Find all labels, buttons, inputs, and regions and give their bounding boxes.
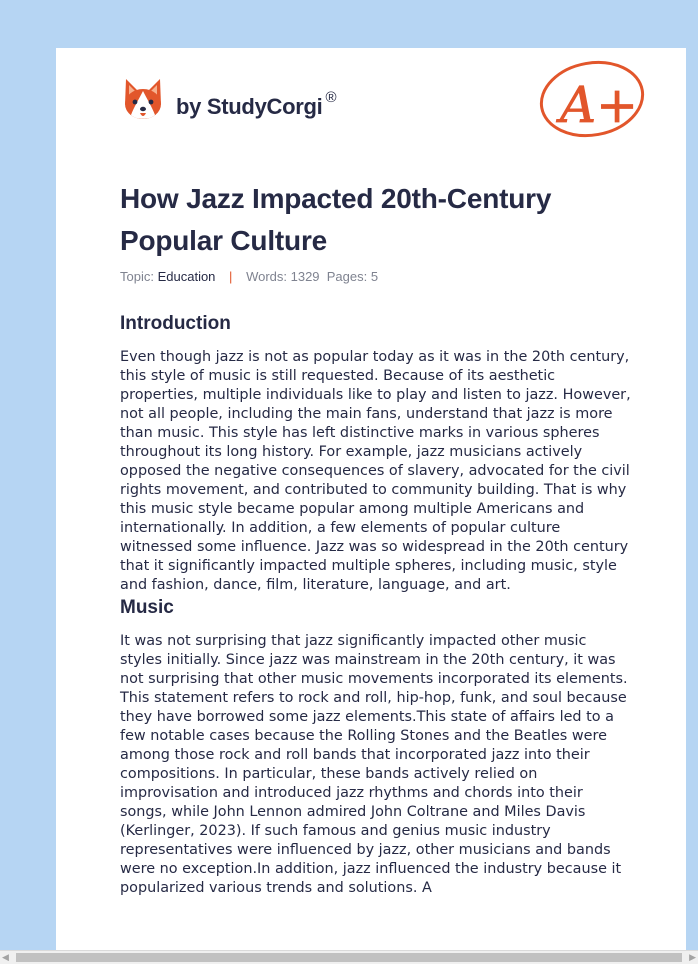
word-count: Words: 1329: [246, 269, 320, 284]
brand-name: by StudyCorgi ®: [176, 88, 337, 119]
section-heading-music: Music: [120, 597, 174, 618]
scroll-right-icon[interactable]: ▶: [689, 953, 696, 963]
studycorgi-logo[interactable]: [122, 76, 336, 124]
registered-mark: ®: [325, 88, 337, 106]
music-paragraph: It was not surprising that jazz significantly impacted other music styles initially. Since jazz was mainstream in the 20th century, it was not surprising that other music movements incorporated its elements. This statement refers to rock and roll, hip-hop, funk, and soul because they have borrowed some jazz elements.This state of affairs led to a few notable cases because the Rolling Stones and the Beatles were among those rock and roll bands that incorporated jazz into their compositions. In particular, these bands actively relied on improvisation and introduced jazz rhythms and chords into their songs, while John Lennon admired John Coltrane and Miles Davis (Kerlinger, 2023). If such famous and genius music industry representatives were influenced by jazz, other musicians and bands were no exception.In addition, jazz influenced the industry because it popularized various trends and solutions. A: [120, 633, 628, 896]
document-meta: [120, 269, 378, 284]
essay-page: [56, 48, 686, 952]
corgi-icon: [122, 77, 164, 123]
section-heading-introduction: Introduction: [120, 313, 231, 334]
page-title: How Jazz Impacted 20th-Century Popular Culture: [120, 183, 552, 256]
essay-content: [120, 312, 632, 898]
topic-label: Topic:: [120, 269, 154, 284]
scroll-left-icon[interactable]: ◀: [2, 953, 9, 963]
horizontal-scrollbar[interactable]: [0, 950, 698, 964]
page-count: Pages: 5: [326, 269, 379, 284]
topic-link[interactable]: Education: [157, 269, 216, 284]
grade-a-plus-icon: [538, 60, 648, 140]
scrollbar-thumb[interactable]: [16, 953, 682, 962]
introduction-paragraph: Even though jazz is not as popular today as it was in the 20th century, this style of music is still requested. Because of its aesthetic properties, multiple individuals like to play and listen to jazz. However, not all people, including the main fans, understand that jazz is more than music. This style has left distinctive marks in various spheres throughout its long history. For example, jazz musicians actively opposed the negative consequences of slavery, advocated for the civil rights movement, and contributed to community building. That is why this music style became popular among multiple Americans and internationally. In addition, a few elements of popular culture witnessed some influence. Jazz was so widespread in the 20th century that it significantly impacted multiple spheres, including music, style and fashion, dance, film, literature, language, and art.: [120, 349, 631, 593]
meta-separator: |: [229, 269, 233, 284]
grade-text: A+: [560, 76, 639, 134]
